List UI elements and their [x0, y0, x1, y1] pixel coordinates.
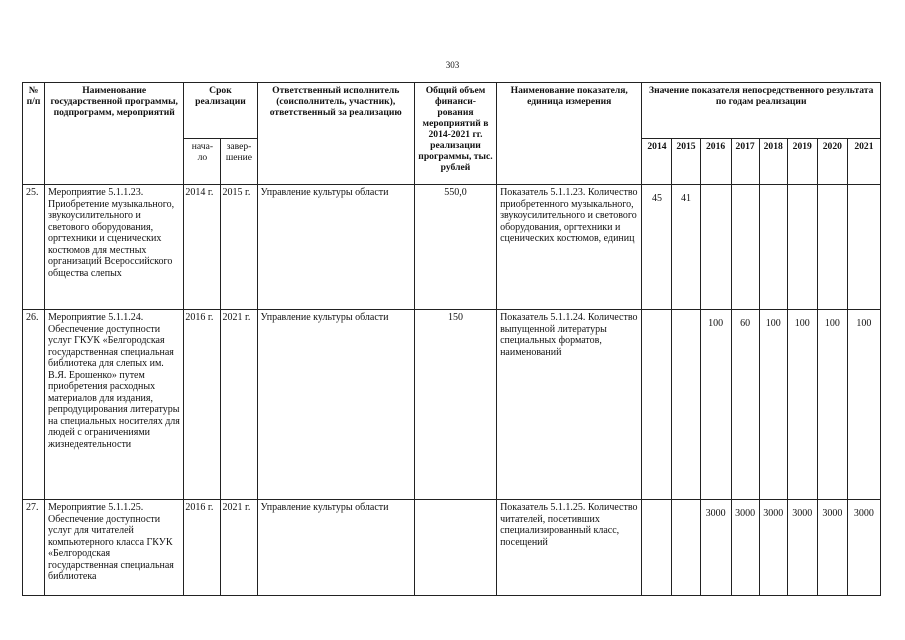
header-year: 2017 [731, 139, 759, 185]
header-year: 2018 [759, 139, 787, 185]
row-value: 3000 [817, 500, 847, 596]
header-executor: Ответственный исполнитель (соисполнитель, участник), ответственный за реализацию [257, 83, 414, 185]
row-executor: Управление культуры области [257, 310, 414, 500]
row-value: 100 [759, 310, 787, 500]
row-num: 26. [23, 310, 45, 500]
row-executor: Управление культуры области [257, 185, 414, 310]
header-indicator: Наименование показателя, единица измерения [497, 83, 642, 185]
header-year: 2019 [787, 139, 817, 185]
header-year: 2016 [700, 139, 731, 185]
row-value: 60 [731, 310, 759, 500]
row-indicator: Показатель 5.1.1.24. Количество выпущенной литературы специальных форматов, наименований [497, 310, 642, 500]
row-end: 2021 г. [221, 500, 257, 596]
header-name: Наименование государственной программы, подпрограмм, мероприятий [45, 83, 184, 185]
row-name: Мероприятие 5.1.1.23. Приобретение музыкального, звукоусилительного и светового оборудования, оргтехники и сценических костюмов для местных организаций Всероссийского общества слепых [45, 185, 184, 310]
row-value: 3000 [787, 500, 817, 596]
row-start: 2016 г. [184, 310, 221, 500]
row-volume: 550,0 [414, 185, 496, 310]
header-volume: Общий объем финанси-рования мероприятий в 2014-2021 гг. реализации программы, тыс. рублей [414, 83, 496, 185]
row-name: Мероприятие 5.1.1.24. Обеспечение доступности услуг ГКУК «Белгородская государственная специальная библиотека для слепых им. В.Я. Ерошенко» путем приобретения расходных материалов для издания, репродуцирования литературы на специальных носителях для людей с ограничениями жизнедеятельности [45, 310, 184, 500]
row-end: 2015 г. [221, 185, 257, 310]
row-executor: Управление культуры области [257, 500, 414, 596]
header-year: 2014 [642, 139, 672, 185]
header-term-start: нача-ло [184, 139, 221, 185]
row-num: 25. [23, 185, 45, 310]
row-indicator: Показатель 5.1.1.25. Количество читателей, посетивших специализированный класс, посещений [497, 500, 642, 596]
row-volume: 150 [414, 310, 496, 500]
row-value [759, 185, 787, 310]
row-value [642, 310, 672, 500]
page-number: 303 [445, 60, 460, 70]
header-term: Срок реализации [184, 83, 257, 139]
row-value [817, 185, 847, 310]
row-value: 3000 [759, 500, 787, 596]
header-year: 2015 [672, 139, 700, 185]
row-value: 100 [817, 310, 847, 500]
row-value: 100 [700, 310, 731, 500]
row-indicator: Показатель 5.1.1.23. Количество приобретенного музыкального, звукоусилительного и светового оборудования, оргтехники и сценических костюмов, единиц [497, 185, 642, 310]
table-row [23, 310, 881, 500]
row-value: 45 [642, 185, 672, 310]
header-term-end: завер-шение [221, 139, 257, 185]
row-start: 2014 г. [184, 185, 221, 310]
row-volume [414, 500, 496, 596]
table-row [23, 500, 881, 596]
row-value [787, 185, 817, 310]
row-value: 41 [672, 185, 700, 310]
header-year: 2021 [847, 139, 880, 185]
row-value: 100 [847, 310, 880, 500]
row-value [672, 500, 700, 596]
row-value: 100 [787, 310, 817, 500]
program-table [22, 82, 881, 596]
row-value [731, 185, 759, 310]
row-num: 27. [23, 500, 45, 596]
header-num: № п/п [23, 83, 45, 185]
row-value: 3000 [731, 500, 759, 596]
row-value [847, 185, 880, 310]
row-name: Мероприятие 5.1.1.25. Обеспечение доступности услуг для читателей компьютерного класса ГКУК «Белгородская государственная специальная библиотека [45, 500, 184, 596]
row-value [700, 185, 731, 310]
row-value: 3000 [847, 500, 880, 596]
row-end: 2021 г. [221, 310, 257, 500]
row-start: 2016 г. [184, 500, 221, 596]
row-value: 3000 [700, 500, 731, 596]
row-value [672, 310, 700, 500]
table-row [23, 185, 881, 310]
header-year: 2020 [817, 139, 847, 185]
header-values-group: Значение показателя непосредственного результата по годам реализации [642, 83, 881, 139]
header-row-top [23, 83, 881, 139]
row-value [642, 500, 672, 596]
